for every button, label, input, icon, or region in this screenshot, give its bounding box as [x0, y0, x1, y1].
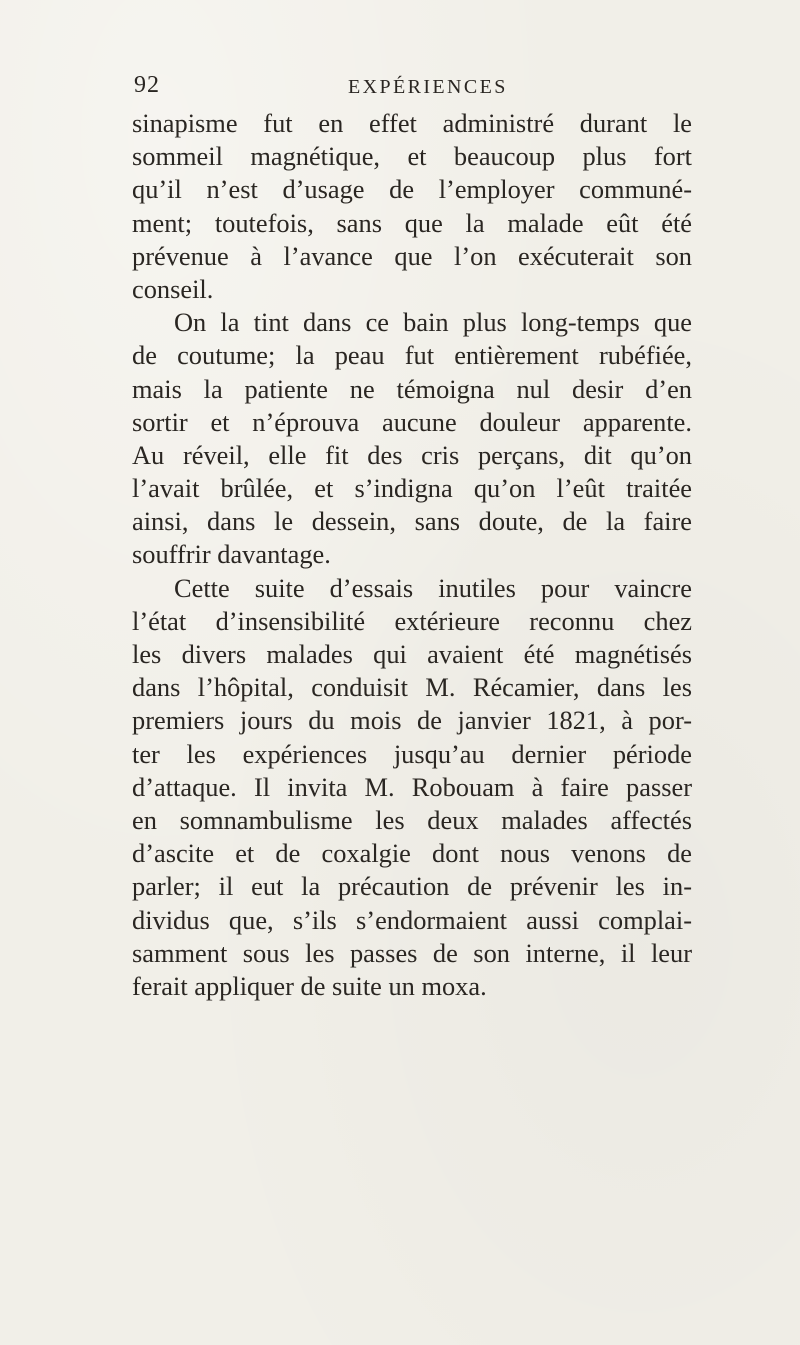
text-line: l’avait brûlée, et s’indigna qu’on l’eût traitée	[132, 473, 692, 504]
body-text	[132, 107, 692, 1003]
text-line: mais la patiente ne témoigna nul desir d’en	[132, 373, 692, 404]
text-line: sommeil magnétique, et beaucoup plus fort	[132, 141, 692, 172]
text-line: premiers jours du mois de janvier 1821, à por-	[132, 705, 692, 736]
text-line: Cette suite d’essais inutiles pour vaincre	[174, 572, 692, 603]
text-line: d’attaque. Il invita M. Robouam à faire passer	[132, 771, 692, 802]
text-line: ferait appliquer de suite un moxa.	[132, 970, 487, 1001]
text-line: les divers malades qui avaient été magnétisés	[132, 639, 692, 669]
text-line: samment sous les passes de son interne, il leur	[132, 937, 692, 968]
text-line: qu’il n’est d’usage de l’employer communé-	[132, 174, 692, 205]
text-line: en somnambulisme les deux malades affectés	[132, 804, 692, 835]
running-title: EXPÉRIENCES	[348, 76, 508, 98]
text-line: ter les expériences jusqu’au dernier période	[132, 738, 692, 769]
text-line: Au réveil, elle fit des cris perçans, dit qu’on	[132, 439, 692, 470]
text-line: dividus que, s’ils s’endormaient aussi complai-	[132, 904, 692, 935]
page-number: 92	[134, 72, 160, 98]
text-line: conseil.	[132, 273, 214, 304]
text-line: dans l’hôpital, conduisit M. Récamier, dans les	[132, 672, 692, 703]
text-line: souffrir davantage.	[132, 539, 331, 570]
text-line: ment; toutefois, sans que la malade eût été	[132, 207, 692, 238]
text-line: ainsi, dans le dessein, sans doute, de la faire	[132, 506, 692, 537]
text-line: l’état d’insensibilité extérieure reconnu chez	[132, 605, 692, 636]
text-line: parler; il eut la précaution de prévenir les in-	[132, 871, 692, 902]
text-line: sortir et n’éprouva aucune douleur apparente.	[132, 406, 692, 437]
text-line: On la tint dans ce bain plus long-temps que	[174, 307, 692, 338]
text-line: de coutume; la peau fut entièrement rubéfiée,	[132, 340, 692, 371]
text-line: sinapisme fut en effet administré durant le	[132, 108, 692, 138]
text-line: prévenue à l’avance que l’on exécuterait son	[132, 240, 692, 271]
running-header	[0, 72, 800, 102]
text-line: d’ascite et de coxalgie dont nous venons de	[132, 838, 692, 869]
